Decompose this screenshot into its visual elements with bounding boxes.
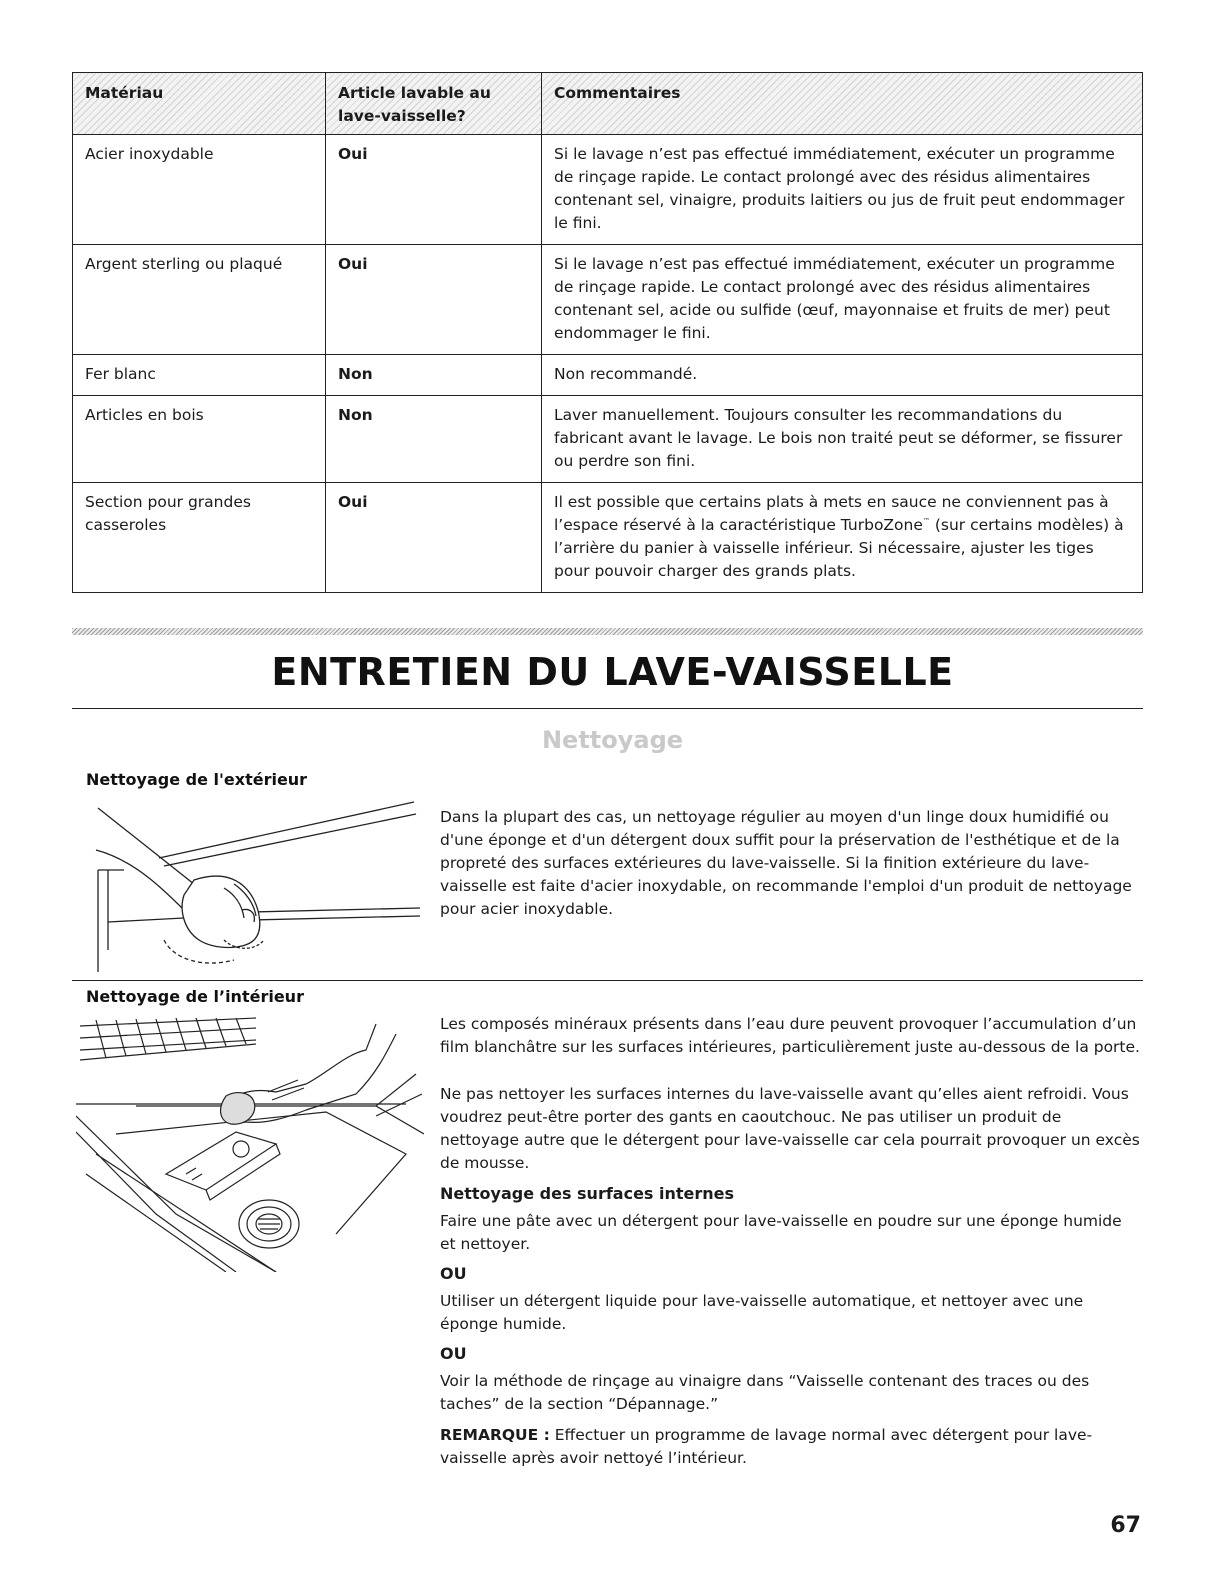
or-label-1: OU (440, 1264, 467, 1283)
interior-para-2: Ne pas nettoyer les surfaces internes du lave-vaisselle avant qu’elles aient refroidi. Vous voudrez peut-être porter des gants en caoutchouc. Ne pas utiliser un produit de nettoyage autre que le détergent pour lave-vaisselle car cela pourrait provoquer un excès de mousse. (440, 1085, 1140, 1172)
page-title: ENTRETIEN DU LAVE-VAISSELLE (271, 650, 954, 694)
table-header-row (73, 73, 1143, 135)
table-row (73, 135, 1143, 245)
hand-wiping-door-icon (84, 800, 424, 972)
note-text: Effectuer un programme de lavage normal avec détergent pour lave-vaisselle après avoir nettoyé l’intérieur. (440, 1426, 1093, 1467)
note-label: REMARQUE : (440, 1426, 550, 1444)
table-row (73, 483, 1143, 593)
header-washable: Article lavable au lave-vaisselle? (326, 73, 542, 135)
table-row (73, 245, 1143, 355)
interior-para-3: Faire une pâte avec un détergent pour lave-vaisselle en poudre sur une éponge humide et nettoyer. (440, 1212, 1122, 1253)
comment-cell: Non recommandé. (542, 355, 1143, 396)
header-comments: Commentaires (542, 73, 1143, 135)
hand-cleaning-tub-icon (76, 1014, 424, 1272)
washable-cell: Non (326, 355, 542, 396)
material-cell: Articles en bois (73, 396, 326, 483)
or-label-2: OU (440, 1344, 467, 1363)
internal-surfaces-heading: Nettoyage des surfaces internes (440, 1184, 735, 1203)
material-cell: Argent sterling ou plaqué (73, 245, 326, 355)
interior-para-1: Les composés minéraux présents dans l’eau dure peuvent provoquer l’accumulation d’un film blanchâtre sur les surfaces intérieures, particulièrement juste au-dessous de la porte. (440, 1015, 1140, 1056)
interior-heading: Nettoyage de l’intérieur (86, 987, 304, 1006)
hatched-divider (72, 628, 1143, 635)
materials-table (72, 72, 1143, 593)
washable-cell: Oui (326, 245, 542, 355)
exterior-heading: Nettoyage de l'extérieur (86, 770, 308, 789)
washable-cell: Oui (326, 135, 542, 245)
comment-cell: Si le lavage n’est pas effectué immédiatement, exécuter un programme de rinçage rapide. Le contact prolongé avec des résidus alimentaires contenant sel, acide ou sulfide (œuf, mayonnaise et fruits de mer) peut endommager le fini. (542, 245, 1143, 355)
interior-para-4: Utiliser un détergent liquide pour lave-vaisselle automatique, et nettoyer avec une éponge humide. (440, 1292, 1084, 1333)
section-divider (72, 980, 1143, 981)
comment-cell: Laver manuellement. Toujours consulter les recommandations du fabricant avant le lavage. Le bois non traité peut se déformer, se fissurer ou perdre son fini. (542, 396, 1143, 483)
material-cell: Section pour grandes casseroles (73, 483, 326, 593)
comment-text-before: Il est possible que certains plats à mets en sauce ne conviennent pas à l’espace réservé à la caractéristique TurboZone (554, 493, 1109, 534)
washable-cell: Oui (326, 483, 542, 593)
table-row (73, 355, 1143, 396)
interior-note (440, 1424, 1140, 1470)
title-divider (72, 708, 1143, 709)
exterior-text: Dans la plupart des cas, un nettoyage régulier au moyen d'un linge doux humidifié ou d'une éponge et d'un détergent doux suffit pour la préservation de l'esthétique et de la propreté des surfaces extérieures du lave-vaisselle. Si la finition extérieure du lave-vaisselle est faite d'acier inoxydable, on recommande l'emploi d'un produit de nettoyage pour acier inoxydable. (440, 808, 1132, 918)
comment-text-after: (sur certains modèles) à l’arrière du panier à vaisselle inférieur. Si nécessaire, ajuster les tiges pour pouvoir charger des grands plats. (554, 516, 1124, 580)
trademark-symbol: ™ (922, 517, 930, 525)
washable-cell: Non (326, 396, 542, 483)
header-material: Matériau (73, 73, 326, 135)
page-number: 67 (1110, 1513, 1141, 1538)
interior-para-5: Voir la méthode de rinçage au vinaigre dans “Vaisselle contenant des traces ou des taches” de la section “Dépannage.” (440, 1372, 1090, 1413)
comment-cell: Si le lavage n’est pas effectué immédiatement, exécuter un programme de rinçage rapide. Le contact prolongé avec des résidus alimentaires contenant sel, vinaigre, produits laitiers ou jus de fruit peut endommager le fini. (542, 135, 1143, 245)
material-cell: Acier inoxydable (73, 135, 326, 245)
table-row (73, 396, 1143, 483)
material-cell: Fer blanc (73, 355, 326, 396)
section-subtitle: Nettoyage (541, 726, 684, 754)
comment-cell (542, 483, 1143, 593)
